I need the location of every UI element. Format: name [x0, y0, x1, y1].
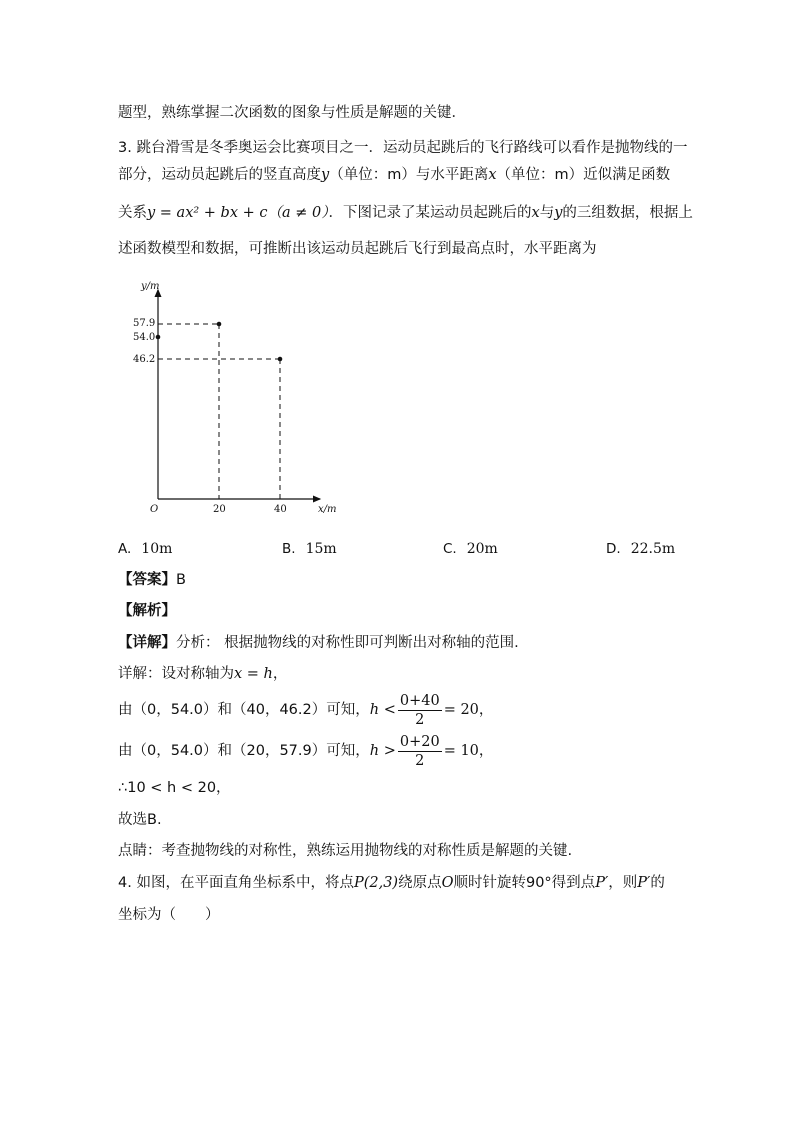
x-tick-20: 20 — [213, 504, 226, 515]
question-4-line-2: 坐标为（ ） — [118, 907, 220, 923]
math-var: O — [441, 875, 454, 891]
solution-line-1 — [118, 664, 287, 684]
text-span: 关系 — [118, 205, 147, 221]
option-value: 15m — [305, 541, 337, 557]
y-tick-54-0: 54.0 — [133, 332, 156, 343]
text-span: 的三组数据，根据上 — [562, 205, 693, 221]
text-span: ， — [272, 666, 288, 682]
option-value: 22.5m — [630, 541, 676, 557]
question-3-line-4: 述函数模型和数据，可推断出该运动员起跳后飞行到最高点时，水平距离为 — [118, 241, 597, 257]
math-expression: h < — [369, 702, 396, 718]
question-3-line-2 — [118, 165, 670, 185]
data-point-0 — [156, 335, 161, 340]
solution-line-6: 点睛：考查抛物线的对称性，熟练运用抛物线的对称性质是解题的关键. — [118, 843, 573, 859]
data-point-20 — [217, 322, 222, 327]
text-span: ，则 — [608, 875, 638, 891]
math-expression: = 10 — [443, 743, 479, 759]
option-b[interactable] — [282, 541, 337, 557]
analysis-label: 【解析】 — [118, 603, 176, 619]
condition: （a ≠ 0） — [267, 205, 329, 221]
option-d[interactable] — [606, 541, 675, 557]
question-3-line-3 — [118, 203, 693, 223]
math-expression: = 20 — [443, 702, 479, 718]
solution-line-5: 故选B. — [118, 812, 162, 828]
fraction-denominator: 2 — [415, 711, 425, 728]
math-var: x — [531, 205, 540, 221]
math-point: P′ — [595, 875, 609, 891]
y-tick-57-9: 57.9 — [133, 318, 156, 329]
fraction-numerator: 0+40 — [399, 692, 440, 709]
text-span: 顺时针旋转90°得到点 — [453, 875, 596, 891]
question-number: 3. — [118, 140, 132, 156]
answer-line — [118, 570, 186, 590]
text-span: （单位：m）近似满足函数 — [496, 167, 671, 183]
solution-line-3 — [118, 731, 493, 771]
text-span: 的 — [650, 875, 665, 891]
x-tick-40: 40 — [274, 504, 287, 515]
math-var: x — [488, 167, 497, 183]
y-axis-label: y/m — [141, 281, 160, 292]
question-number: 4. — [118, 875, 132, 891]
fraction-numerator: 0+20 — [399, 733, 440, 750]
option-letter: C. — [443, 541, 457, 557]
y-tick-46-2: 46.2 — [133, 354, 156, 365]
text-span: 由（0，54.0）和（20，57.9）可知， — [118, 743, 370, 759]
option-a[interactable] — [118, 541, 172, 557]
detail-label: 【详解】 — [118, 635, 176, 651]
math-var: y — [321, 167, 330, 183]
option-letter: B. — [282, 541, 296, 557]
math-expression: x = h — [234, 666, 273, 682]
answer-label: 【答案】 — [118, 572, 176, 588]
option-letter: A. — [118, 541, 132, 557]
detail-line — [118, 633, 519, 653]
text-span: 绕原点 — [398, 875, 442, 891]
text-span: 详解：设对称轴为 — [118, 666, 234, 682]
math-var: y — [554, 205, 563, 221]
detail-text: 分析： 根据抛物线的对称性即可判断出对称轴的范围. — [176, 635, 519, 651]
text-span: （单位：m）与水平距离 — [329, 167, 489, 183]
x-axis-label: x/m — [318, 504, 337, 515]
data-figure — [130, 278, 350, 523]
text-span: 如图，在平面直角坐标系中，将点 — [136, 875, 354, 891]
text-span: 由（0，54.0）和（40，46.2）可知， — [118, 702, 370, 718]
formula: y = ax² + bx + c — [147, 205, 268, 221]
text-span: ．下图记录了某运动员起跳后的 — [328, 205, 532, 221]
solution-line-4: ∴10 < h < 20， — [118, 780, 231, 796]
fraction — [398, 733, 442, 770]
origin-label: O — [150, 504, 159, 515]
option-letter: D. — [606, 541, 621, 557]
fraction — [398, 692, 442, 729]
solution-line-2 — [118, 690, 493, 730]
question-text: 跳台滑雪是冬季奥运会比赛项目之一．运动员起跳后的飞行路线可以看作是抛物线的一 — [136, 140, 688, 156]
option-c[interactable] — [443, 541, 498, 557]
intro-line: 题型，熟练掌握二次函数的图象与性质是解题的关键． — [118, 105, 466, 121]
question-3-line-1 — [118, 138, 687, 158]
option-value: 20m — [466, 541, 498, 557]
math-point: P(2,3) — [353, 875, 399, 891]
data-point-40 — [278, 357, 283, 362]
fraction-denominator: 2 — [415, 752, 425, 769]
math-expression: h > — [369, 743, 396, 759]
answer-value: B — [176, 572, 186, 588]
option-value: 10m — [141, 541, 173, 557]
text-span: 部分，运动员起跳后的竖直高度 — [118, 167, 321, 183]
question-4-line-1 — [118, 873, 665, 893]
text-span: ， — [478, 743, 494, 759]
text-span: ， — [478, 702, 494, 718]
text-span: 与 — [539, 205, 555, 221]
math-point: P′ — [637, 875, 651, 891]
